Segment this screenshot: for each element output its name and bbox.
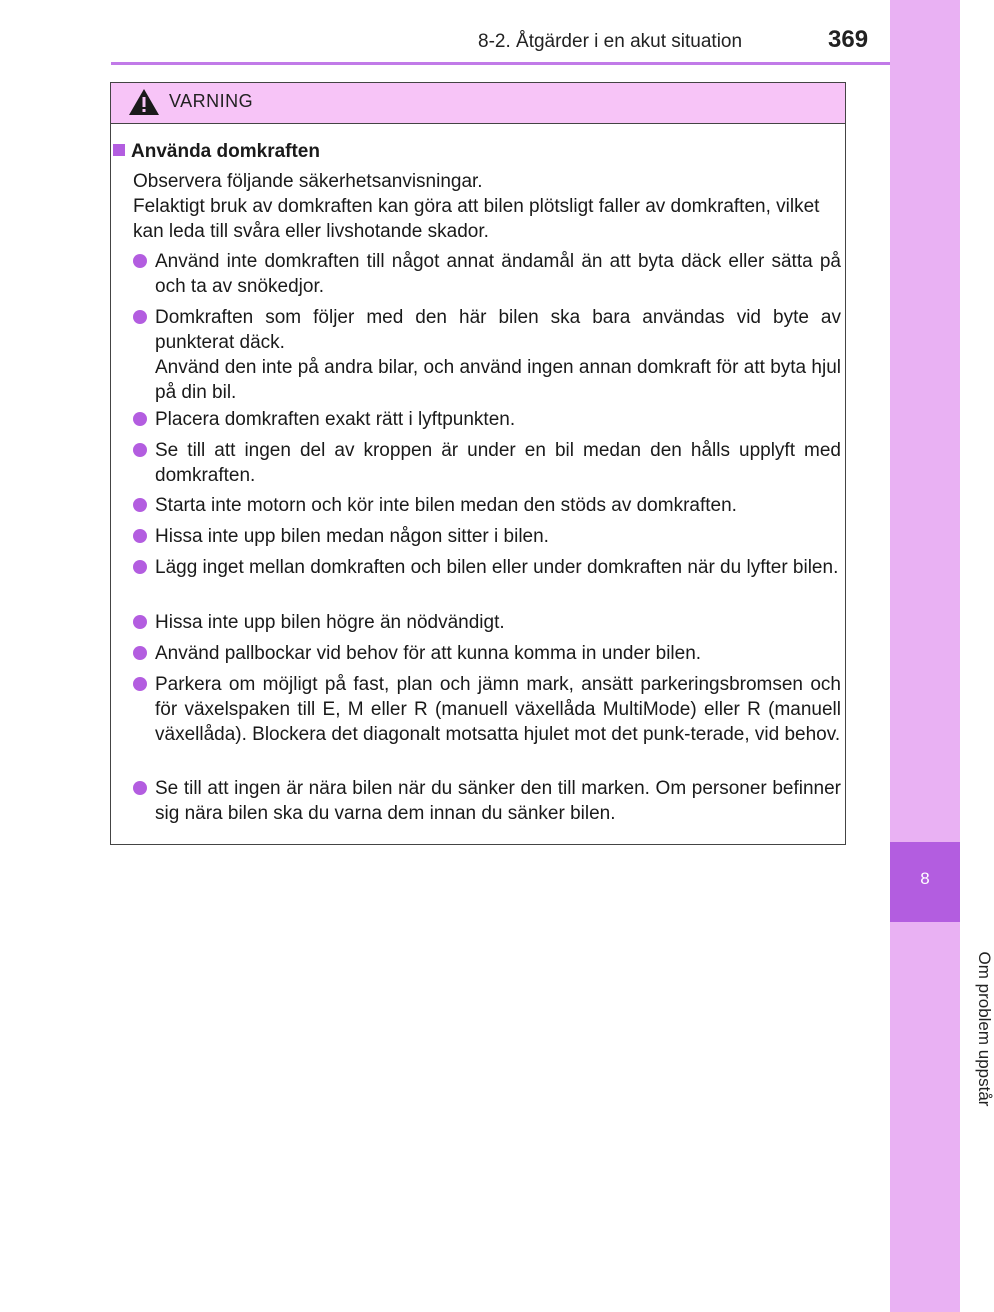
list-item: Hissa inte upp bilen medan någon sitter i bilen.: [133, 524, 841, 549]
list-item: Se till att ingen del av kroppen är under en bil medan den hålls upplyft med domkraften.: [133, 438, 841, 488]
list-item: Placera domkraften exakt rätt i lyftpunkten.: [133, 407, 841, 432]
bullet-icon: [133, 560, 147, 574]
bullet-icon: [133, 677, 147, 691]
bullet-icon: [133, 646, 147, 660]
bullet-icon: [133, 498, 147, 512]
bullet-icon: [133, 529, 147, 543]
bullet-icon: [133, 310, 147, 324]
warning-triangle-icon: [127, 87, 161, 117]
chapter-tab: [890, 842, 960, 922]
chapter-number: 8: [920, 869, 930, 888]
intro-text: Observera följande säkerhetsanvisningar. Felaktigt bruk av domkraften kan göra att bilen plötsligt faller av domkraften, vilket kan leda till svåra eller livshotande skador.: [133, 171, 820, 242]
bullet-icon: [133, 615, 147, 629]
bullet-icon: [133, 781, 147, 795]
list-item: Starta inte motorn och kör inte bilen medan den stöds av domkraften.: [133, 493, 841, 518]
warning-header: [111, 83, 845, 124]
warning-box: [110, 82, 846, 845]
bullet-icon: [133, 254, 147, 268]
list-item: Domkraften som följer med den här bilen ska bara användas vid byte av punkterat däck. Använd den inte på andra bilar, och använd ingen annan domkraft för att byta hjul på din bil.: [133, 305, 841, 405]
list-item: Använd inte domkraften till något annat ändamål än att byta däck eller sätta på och ta av snökedjor.: [133, 249, 841, 299]
list-item: Använd pallbockar vid behov för att kunna komma in under bilen.: [133, 641, 841, 666]
section-header: 8-2. Åtgärder i en akut situation: [478, 31, 743, 52]
header-rule: [111, 62, 890, 65]
side-tab: [890, 0, 960, 1312]
bullet-icon: [133, 443, 147, 457]
list-item: Parkera om möjligt på fast, plan och jämn mark, ansätt parkeringsbromsen och för växelspaken till E, M eller R (manuell växellåda MultiMode) eller R (manuell växellåda). Blockera det diagonalt motsatta hjulet mot det punk-terade, vid behov.: [133, 672, 841, 747]
square-bullet-icon: [113, 144, 125, 156]
list-item: Se till att ingen är nära bilen när du sänker den till marken. Om personer befinner sig nära bilen ska du varna dem innan du sänker bilen.: [133, 776, 841, 826]
list-item: Lägg inget mellan domkraften och bilen eller under domkraften när du lyfter bilen.: [133, 555, 841, 580]
warning-title: VARNING: [169, 91, 254, 111]
list-item: Hissa inte upp bilen högre än nödvändigt.: [133, 610, 841, 635]
section-title: Använda domkraften: [113, 141, 320, 163]
chapter-title: Om problem uppstår: [975, 951, 994, 1107]
bullet-icon: [133, 412, 147, 426]
page-number: 369: [828, 26, 869, 53]
